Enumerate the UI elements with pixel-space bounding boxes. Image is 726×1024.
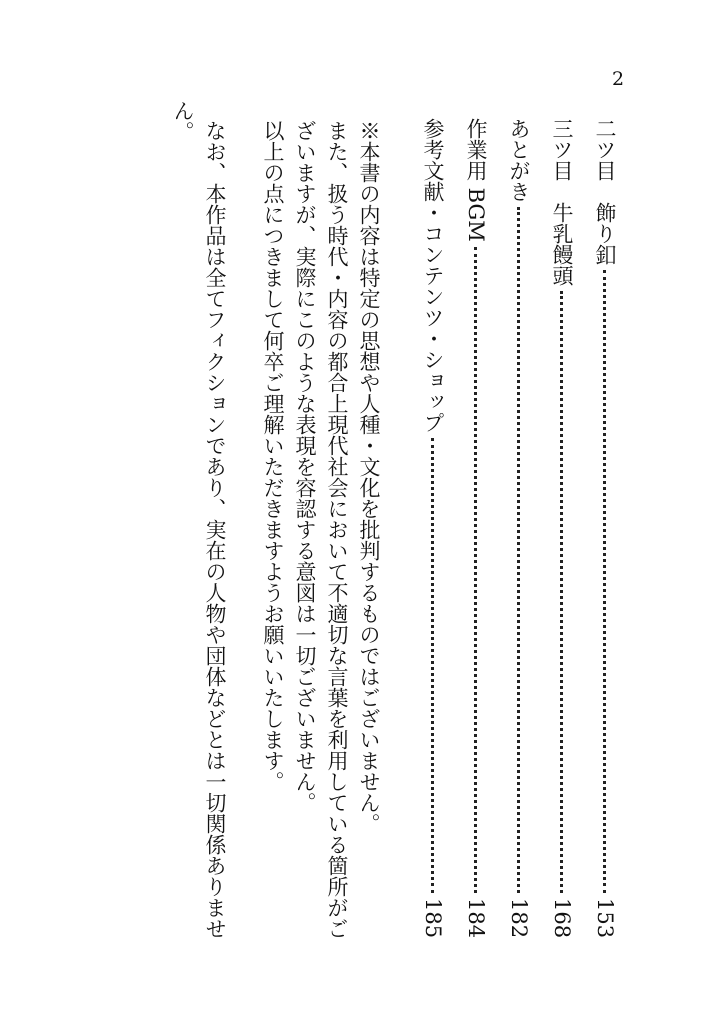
toc-entry-page: 168 xyxy=(550,897,574,938)
toc-entry-title: 二ツ目 飾り釦 xyxy=(593,118,617,265)
disclaimer-line: ん。 xyxy=(171,100,195,142)
page-number: 2 xyxy=(612,68,625,90)
notice-line: 以上の点につきまして何卒ご理解いただきますようお願いいたします。 xyxy=(261,120,285,792)
toc-entry-page: 153 xyxy=(593,897,617,938)
toc-leader-dots xyxy=(474,247,477,893)
notice-line: ※本書の内容は特定の思想や人種・文化を批判するものではございません。 xyxy=(357,120,381,834)
toc-leader-dots xyxy=(560,291,563,893)
toc-entry xyxy=(594,118,615,938)
notice-line: また、扱う時代・内容の都合上現代社会において不適切な言葉を利用している箇所がご xyxy=(325,120,349,939)
toc-entry xyxy=(422,118,443,938)
toc-entry-page: 182 xyxy=(507,897,531,938)
toc-entry-title: あとがき xyxy=(507,118,531,202)
toc-entry xyxy=(551,118,572,938)
toc-entry-title: 三ツ目 牛乳饅頭 xyxy=(550,118,574,286)
toc-leader-dots xyxy=(603,270,606,893)
notice-line: ざいますが、実際にこのような表現を容認する意図は一切ございません。 xyxy=(293,120,317,813)
toc-leader-dots xyxy=(431,438,434,893)
toc-leader-dots xyxy=(517,207,520,893)
toc-entry-title: 参考文献・コンテンツ・ショップ xyxy=(421,118,445,433)
toc-entry-page: 185 xyxy=(421,897,445,938)
disclaimer-line: なお、本作品は全てフィクションであり、実在の人物や団体などとは一切関係ありませ xyxy=(203,120,227,939)
toc-entry-title: 作業用 BGM xyxy=(464,118,488,242)
toc-entry xyxy=(508,118,529,938)
toc-entry xyxy=(465,118,486,938)
toc-entry-page: 184 xyxy=(464,897,488,938)
